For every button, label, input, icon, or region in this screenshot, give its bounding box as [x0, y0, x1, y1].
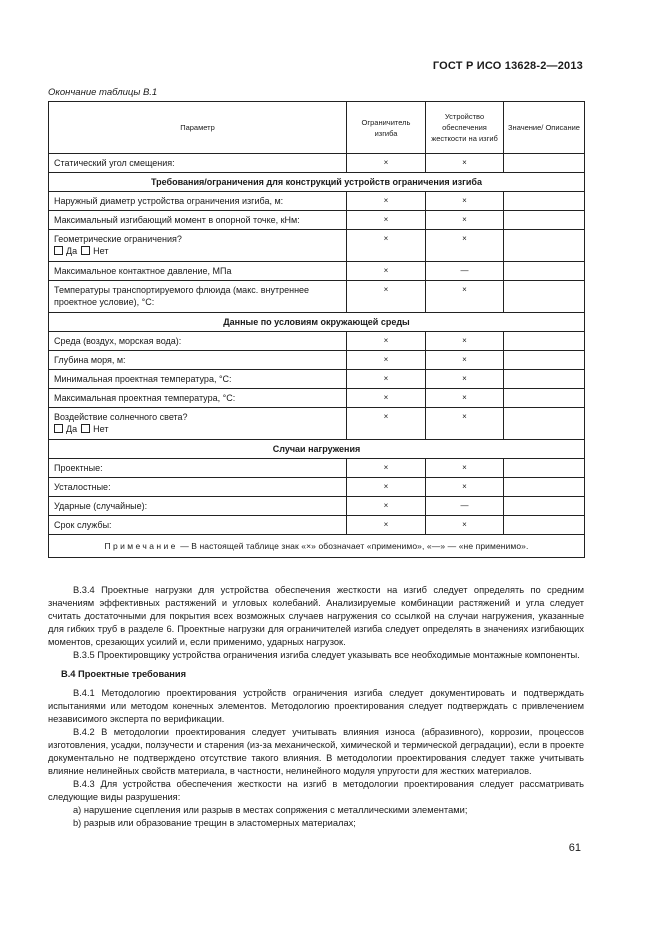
- checkbox-no-label: Нет: [93, 424, 109, 434]
- parameter-cell: [49, 459, 347, 478]
- note-label: Примечание: [104, 541, 178, 551]
- parameter-cell: [49, 408, 347, 440]
- value-cell: [504, 516, 585, 535]
- table-row: [49, 516, 585, 535]
- parameter-cell: [49, 516, 347, 535]
- table-row: [49, 332, 585, 351]
- section-title: Данные по условиям окружающей среды: [49, 313, 585, 332]
- stiffener-cell: ×: [426, 516, 504, 535]
- checkbox-yes-label: Да: [66, 246, 78, 256]
- col-header-parameter: Параметр: [49, 102, 347, 154]
- paragraph-b43: В.4.3 Для устройства обеспечения жесткости на изгиб в методологии проектирования следует рассматривать следующие виды разрушения:: [48, 779, 584, 802]
- stiffener-cell: ×: [426, 281, 504, 313]
- parameter-text: Наружный диаметр устройства ограничения изгиба, м:: [54, 196, 284, 206]
- limiter-cell: ×: [347, 516, 426, 535]
- list-item-b: b) разрыв или образование трещин в эластомерных материалах;: [73, 818, 356, 828]
- parameter-cell: [49, 497, 347, 516]
- parameter-cell: [49, 154, 347, 173]
- page-number: 61: [568, 842, 581, 854]
- stiffener-cell: —: [426, 497, 504, 516]
- paragraph-b41: В.4.1 Методологию проектирования устройств ограничения изгиба следует документировать и подтверждать испытаниями или методом конечных элементов. Методологию проектирования следует подтверждать с привлечением независимого эксперта по верификации.: [48, 688, 584, 724]
- parameter-cell: [49, 262, 347, 281]
- parameter-text: Максимальная проектная температура, °С:: [54, 393, 236, 403]
- standard-designation: ГОСТ Р ИСО 13628-2—2013: [432, 60, 583, 72]
- parameter-text: Максимальное контактное давление, МПа: [54, 266, 232, 276]
- table-row: [49, 281, 585, 313]
- table-row: [49, 478, 585, 497]
- limiter-cell: ×: [347, 459, 426, 478]
- stiffener-cell: ×: [426, 211, 504, 230]
- limiter-cell: ×: [347, 370, 426, 389]
- value-cell: [504, 154, 585, 173]
- stiffener-cell: ×: [426, 332, 504, 351]
- section-row: [49, 313, 585, 332]
- value-cell: [504, 370, 585, 389]
- limiter-cell: ×: [347, 389, 426, 408]
- paragraph-b42: В.4.2 В методологии проектирования следует учитывать влияния износа (абразивного), коррозии, процессов изготовления, усадки, ползучести и старения (из-за механической, химической и термической деградации), если в проекте документально не подтверждено отсутствие такого влияния. В методологии проектирования следует также учитывать влияние нелинейных свойств материала, в частности, нелинейного модуля упругости для жестких материалов.: [48, 727, 584, 776]
- checkbox-yes-label: Да: [66, 424, 78, 434]
- limiter-cell: ×: [347, 408, 426, 440]
- value-cell: [504, 408, 585, 440]
- parameter-text: Срок службы:: [54, 520, 112, 530]
- note-text: — В настоящей таблице знак «×» обозначает «применимо», «—» — «не применимо».: [180, 541, 529, 551]
- table-row: [49, 192, 585, 211]
- table-header-row: [49, 102, 585, 154]
- limiter-cell: ×: [347, 478, 426, 497]
- section-heading-b4: В.4 Проектные требования: [61, 669, 186, 679]
- limiter-cell: ×: [347, 154, 426, 173]
- parameter-cell: [49, 211, 347, 230]
- parameter-text: Среда (воздух, морская вода):: [54, 336, 182, 346]
- table-row: [49, 408, 585, 440]
- paragraph-b35: В.3.5 Проектировщику устройства ограничения изгиба следует указывать все необходимые монтажные компоненты.: [73, 650, 580, 660]
- parameter-cell: [49, 281, 347, 313]
- parameter-cell: [49, 351, 347, 370]
- checkbox-yes[interactable]: [54, 246, 63, 255]
- stiffener-cell: ×: [426, 351, 504, 370]
- stiffener-cell: ×: [426, 478, 504, 497]
- checkbox-no[interactable]: [81, 246, 90, 255]
- value-cell: [504, 230, 585, 262]
- parameter-cell: [49, 370, 347, 389]
- list-item-a: a) нарушение сцепления или разрыв в местах сопряжения с металлическими элементами;: [73, 805, 468, 815]
- limiter-cell: ×: [347, 281, 426, 313]
- checkbox-yes[interactable]: [54, 424, 63, 433]
- value-cell: [504, 332, 585, 351]
- stiffener-cell: ×: [426, 408, 504, 440]
- parameter-text: Геометрические ограничения?: [54, 234, 182, 244]
- parameter-text: Ударные (случайные):: [54, 501, 148, 511]
- parameter-cell: [49, 478, 347, 497]
- limiter-cell: ×: [347, 497, 426, 516]
- stiffener-cell: ×: [426, 389, 504, 408]
- stiffener-cell: —: [426, 262, 504, 281]
- parameter-text: Статический угол смещения:: [54, 158, 175, 168]
- requirements-table: [48, 101, 585, 558]
- stiffener-cell: ×: [426, 459, 504, 478]
- value-cell: [504, 211, 585, 230]
- parameter-cell: [49, 389, 347, 408]
- checkbox-no-label: Нет: [93, 246, 109, 256]
- table-caption: Окончание таблицы В.1: [48, 87, 158, 98]
- parameter-text: Максимальный изгибающий момент в опорной точке, кНм:: [54, 215, 300, 225]
- limiter-cell: ×: [347, 351, 426, 370]
- value-cell: [504, 262, 585, 281]
- value-cell: [504, 389, 585, 408]
- parameter-text: Проектные:: [54, 463, 103, 473]
- parameter-text: Температуры транспортируемого флюида (макс. внутреннее проектное условие), °С:: [54, 285, 310, 307]
- limiter-cell: ×: [347, 262, 426, 281]
- stiffener-cell: ×: [426, 370, 504, 389]
- stiffener-cell: ×: [426, 230, 504, 262]
- stiffener-cell: ×: [426, 192, 504, 211]
- col-header-value: Значение/ Описание: [504, 102, 585, 154]
- note-cell: [49, 535, 585, 558]
- parameter-cell: [49, 230, 347, 262]
- limiter-cell: ×: [347, 332, 426, 351]
- parameter-cell: [49, 332, 347, 351]
- section-row: [49, 173, 585, 192]
- table-row: [49, 389, 585, 408]
- table-row: [49, 211, 585, 230]
- value-cell: [504, 497, 585, 516]
- table-row: [49, 351, 585, 370]
- col-header-limiter: Ограничитель изгиба: [347, 102, 426, 154]
- parameter-text: Усталостные:: [54, 482, 111, 492]
- value-cell: [504, 351, 585, 370]
- table-row: [49, 154, 585, 173]
- note-row: [49, 535, 585, 558]
- checkbox-no[interactable]: [81, 424, 90, 433]
- parameter-cell: [49, 192, 347, 211]
- table-row: [49, 497, 585, 516]
- section-row: [49, 440, 585, 459]
- table-row: [49, 370, 585, 389]
- value-cell: [504, 192, 585, 211]
- value-cell: [504, 478, 585, 497]
- section-title: Случаи нагружения: [49, 440, 585, 459]
- parameter-text: Минимальная проектная температура, °С:: [54, 374, 232, 384]
- section-title: Требования/ограничения для конструкций устройств ограничения изгиба: [49, 173, 585, 192]
- paragraph-b34: В.3.4 Проектные нагрузки для устройства обеспечения жесткости на изгиб следует определять по средним значениям эффективных растяжений и угловых колебаний. Анализируемые комбинации растяжений и угла следует считать достаточными для покрытия всех возможных случаев нагружения со ссылкой на случаи нагружения, указанные для гибких труб в разделе 6. Проектные нагрузки для ограничителей изгиба следует определять в значениях изгибающих моментов, срезающих усилий и, если применимо, ударных нагрузок.: [48, 585, 584, 647]
- col-header-stiffener: Устройство обеспечения жесткости на изгиб: [426, 102, 504, 154]
- limiter-cell: ×: [347, 230, 426, 262]
- parameter-text: Воздействие солнечного света?: [54, 412, 188, 422]
- table-row: [49, 262, 585, 281]
- limiter-cell: ×: [347, 192, 426, 211]
- value-cell: [504, 281, 585, 313]
- limiter-cell: ×: [347, 211, 426, 230]
- parameter-text: Глубина моря, м:: [54, 355, 126, 365]
- table-row: [49, 459, 585, 478]
- body-text: [48, 584, 584, 830]
- stiffener-cell: ×: [426, 154, 504, 173]
- value-cell: [504, 459, 585, 478]
- table-row: [49, 230, 585, 262]
